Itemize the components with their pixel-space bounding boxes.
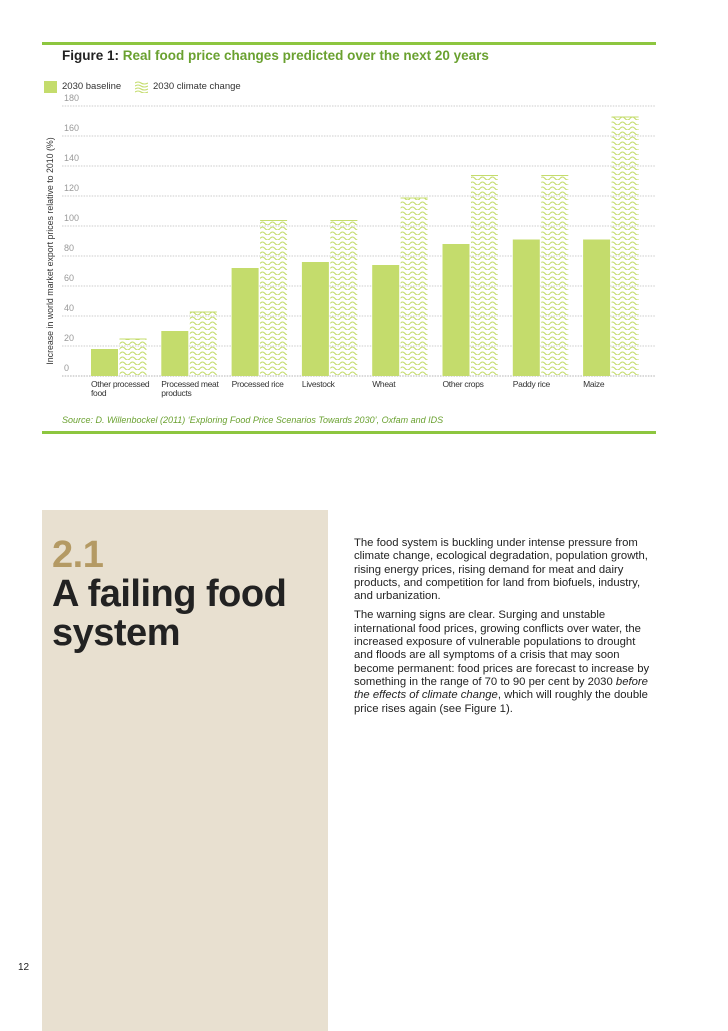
bar-climate-0 (120, 339, 147, 377)
bar-baseline-7 (583, 240, 610, 377)
y-tick-label-120: 120 (64, 183, 80, 193)
y-tick-label-180: 180 (64, 93, 80, 103)
bar-baseline-2 (232, 268, 259, 376)
page-number: 12 (18, 962, 30, 973)
legend-label-baseline: 2030 baseline (62, 81, 122, 92)
y-tick-label-20: 20 (64, 333, 75, 343)
y-tick-label-0: 0 (64, 363, 70, 373)
section-title-line-1: A failing food (52, 573, 287, 615)
y-axis-label: Increase in world market export prices relative to 2010 (%) (45, 137, 55, 365)
legend-label-climate: 2030 climate change (153, 81, 241, 92)
paragraph-2-end: , which will roughly the double price rises again (see Figure 1). (354, 689, 648, 715)
bar-baseline-4 (372, 265, 399, 376)
y-tick-label-160: 160 (64, 123, 80, 133)
paragraph-1: The food system is buckling under intense pressure from climate change, ecological degradation, population growth, rising energy prices, rising demand for meat and dairy products, and competition for land from biofuels, industry, and urbanization. (354, 537, 648, 603)
x-category-label-4: Wheat (372, 379, 396, 389)
bar-climate-5 (471, 175, 498, 376)
x-category-label-1: Processed meat products (161, 379, 219, 398)
x-category-label-3: Livestock (301, 379, 335, 389)
bar-baseline-1 (161, 331, 188, 376)
bar-baseline-5 (443, 244, 470, 376)
y-tick-label-100: 100 (64, 213, 80, 223)
bar-chart (0, 0, 728, 410)
paragraph-2 (354, 609, 654, 715)
bar-climate-6 (541, 175, 568, 376)
figure-bottom-rule (42, 431, 656, 434)
x-category-label-6: Paddy rice (512, 379, 550, 389)
figure-label: Figure 1: (62, 48, 120, 63)
bar-baseline-0 (91, 349, 118, 376)
y-tick-label-60: 60 (64, 273, 75, 283)
bar-climate-2 (260, 220, 287, 376)
body-text (354, 537, 654, 722)
x-category-label-0: Other processed food (91, 379, 150, 398)
x-category-label-2: Processed rice (231, 379, 284, 389)
bar-climate-4 (401, 198, 428, 377)
y-tick-label-40: 40 (64, 303, 75, 313)
figure-source: Source: D. Willenbockel (2011) ‘Exploring Food Price Scenarios Towards 2030’, Oxfam and IDS (62, 415, 444, 425)
bar-climate-1 (190, 312, 217, 377)
paragraph-2-start: The warning signs are clear. Surging and unstable international food prices, growing conflicts over water, the increased exposure of vulnerable populations to drought and floods are all symptoms of a crisis that may soon become permanent: food prices are forecast to increase by something in the range of 70 to 90 per cent by 2030 (354, 609, 650, 688)
section-title-line-2: system (52, 612, 180, 654)
y-tick-label-140: 140 (64, 153, 80, 163)
bar-baseline-6 (513, 240, 540, 377)
bar-climate-3 (330, 220, 357, 376)
section-heading (52, 536, 286, 653)
x-category-label-7: Maize (583, 379, 605, 389)
section-number: 2.1 (52, 534, 104, 576)
figure-title-text: Real food price changes predicted over the next 20 years (122, 48, 489, 63)
paragraph-2-emphasis: before the effects of climate change (354, 675, 648, 702)
bar-climate-7 (612, 117, 639, 377)
x-category-label-5: Other crops (442, 379, 484, 389)
bar-baseline-3 (302, 262, 329, 376)
y-tick-label-80: 80 (64, 243, 75, 253)
